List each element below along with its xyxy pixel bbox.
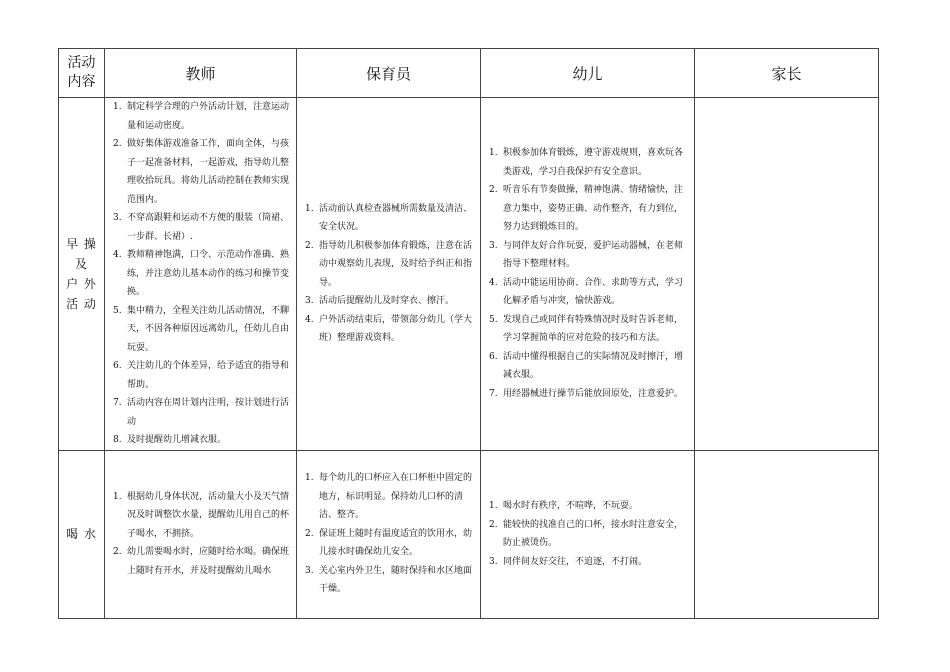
item-number: 1. [489,501,498,511]
row-water [59,450,879,618]
cell-teacher-water [105,450,297,618]
category-line: 早 操 [66,236,97,251]
item-text: 活动中懂得根据自己的实际情况及时擦汗，增减衣服。 [503,351,684,381]
item-number: 4. [113,250,122,260]
item-number: 8. [113,435,122,445]
header-teacher: 教师 [105,49,297,98]
teacher-list [105,488,296,581]
list-item [481,311,694,348]
cell-parent-outdoor [695,98,879,451]
item-text: 活动前认真检查器械所需数量及清洁、安全状况。 [319,203,473,233]
item-text: 发现自己或同伴有特殊情况时及时告诉老师，学习掌握简单的应对危险的技巧和方法。 [503,314,684,344]
item-text: 积极参加体育锻炼，遵守游戏规则，喜欢玩各类游戏，学习自我保护有安全意识。 [503,148,684,177]
list-item [297,292,480,311]
list-item [481,274,694,311]
header-parent: 家长 [695,49,879,98]
category-line: 喝 水 [66,527,97,541]
item-number: 5. [489,314,498,325]
header-activity-line2: 内容 [67,74,96,90]
cell-child-water [481,450,695,618]
cell-child-outdoor [481,98,695,451]
item-text: 不穿高跟鞋和运动不方便的服装（筒裙、一步群、长裙）. [127,213,290,242]
list-item [105,209,296,246]
category-line: 活 动 [66,296,97,311]
list-item [105,394,296,431]
list-item [481,553,694,572]
item-text: 做好集体游戏准备工作，面向全体，与孩子一起准备材料，一起游戏，指导幼儿整理收拾玩具。将幼儿活动控制在教师实现范围内。 [127,139,290,205]
item-text: 及时提醒幼儿增减衣服。 [127,435,227,445]
item-text: 保证班上随时有温度适宜的饮用水，幼儿接水时确保幼儿安全。 [319,528,473,558]
category-outdoor [59,98,105,451]
item-text: 活动后提醒幼儿及时穿衣、擦汗。 [319,296,455,307]
item-number: 1. [489,148,498,159]
item-text: 听音乐有节奏做操，精神饱满、情绪愉快，注意力集中，姿势正确、动作整齐，有力到位，努力达到锻炼目的。 [503,185,684,233]
header-child: 幼儿 [481,49,695,98]
category-line: 及 [74,256,88,271]
list-item [297,237,480,293]
header-activity [59,49,105,98]
item-number: 3. [489,556,498,567]
list-item [105,488,296,544]
teacher-list [105,98,296,450]
item-text: 集中精力，全程关注幼儿活动情况，不聊天，不因各种原因远离幼儿，任幼儿自由玩耍。 [127,305,290,353]
list-item [297,200,480,237]
item-number: 6. [113,361,122,371]
item-number: 7. [113,398,122,408]
item-text: 指导幼儿积极参加体育锻炼，注意在活动中观察幼儿表现，及时给予纠正和指导。 [319,240,473,288]
list-item [297,525,480,562]
item-number: 2. [489,185,498,196]
list-item [105,135,296,209]
item-text: 户外活动结束后，带领部分幼儿（学大班）整理游戏资料。 [319,314,473,344]
list-item [481,516,694,553]
item-text: 关注幼儿的个体差异，给予适宜的指导和帮助。 [127,361,290,390]
header-nurse: 保育员 [297,49,481,98]
item-number: 5. [113,305,122,316]
list-item [105,431,296,450]
item-text: 关心室内外卫生，随时保持和水区地面干燥。 [319,565,473,595]
item-number: 4. [489,277,498,288]
item-text: 根据幼儿身体状况，活动量大小及天气情况及时调整饮水量，提醒幼儿用自己的杯子喝水，不拥挤。 [127,491,290,539]
item-number: 2. [489,519,498,530]
cell-teacher-outdoor [105,98,297,451]
list-item [481,237,694,274]
item-number: 4. [305,314,314,325]
list-item [297,562,480,599]
child-list [481,497,694,571]
item-text: 教师精神饱满，口令、示范动作准确、熟练，并注意幼儿基本动作的练习和操节变换。 [127,250,290,297]
cell-nurse-outdoor [297,98,481,451]
list-item [105,246,296,302]
list-item [481,144,694,181]
item-number: 1. [113,491,122,502]
category-water [59,450,105,618]
item-number: 2. [113,139,122,149]
item-number: 2. [113,547,122,558]
item-number: 1. [113,102,122,112]
list-item [297,469,480,525]
item-text: 与同伴友好合作玩耍，爱护运动器械，在老师指导下整理材料。 [503,240,684,270]
child-list [481,144,694,403]
item-text: 活动中能运用协商、合作、求助等方式，学习化解矛盾与冲突，愉快游戏。 [503,277,684,307]
item-text: 活动内容在周计划内注明，按计划进行活动 [127,398,290,427]
item-number: 2. [305,240,314,251]
item-text: 用经器械进行操节后能放回原处，注意爱护。 [503,388,684,399]
list-item [105,98,296,135]
list-item [297,311,480,348]
item-number: 1. [305,203,314,214]
category-line: 户 外 [66,276,97,291]
nurse-list [297,469,480,599]
item-number: 3. [489,240,498,251]
item-number: 3. [113,213,122,223]
list-item [481,348,694,385]
list-item [481,385,694,404]
list-item [105,302,296,358]
item-number: 6. [489,351,498,362]
item-text: 能较快的找准自己的口杯，接水时注意安全，防止被烫伤。 [503,519,684,548]
item-number: 3. [305,565,314,576]
item-text: 制定科学合理的户外活动计划，注意运动量和运动密度。 [127,102,290,131]
item-number: 1. [305,473,314,484]
header-row [59,49,879,98]
list-item [105,357,296,394]
list-item [481,497,694,516]
item-number: 2. [305,528,314,539]
item-text: 幼儿需要喝水时，应随时给水喝。确保班上随时有开水，并及时提醒幼儿喝水 [127,547,290,576]
header-activity-line1: 活动 [67,55,96,71]
item-text: 同伴间友好交往，不追逐，不打闹。 [503,556,648,567]
list-item [481,181,694,237]
cell-nurse-water [297,450,481,618]
item-text: 喝水时有秩序，不喧哗，不玩耍。 [503,501,639,511]
schedule-table [58,48,879,619]
nurse-list [297,200,480,348]
list-item [105,543,296,580]
cell-parent-water [695,450,879,618]
item-number: 3. [305,296,314,307]
item-text: 每个幼儿的口杯应入在口杯柜中固定的地方，标识明显。保持幼儿口杯的清洁、整齐。 [319,473,473,521]
row-outdoor [59,98,879,451]
item-number: 7. [489,388,498,399]
